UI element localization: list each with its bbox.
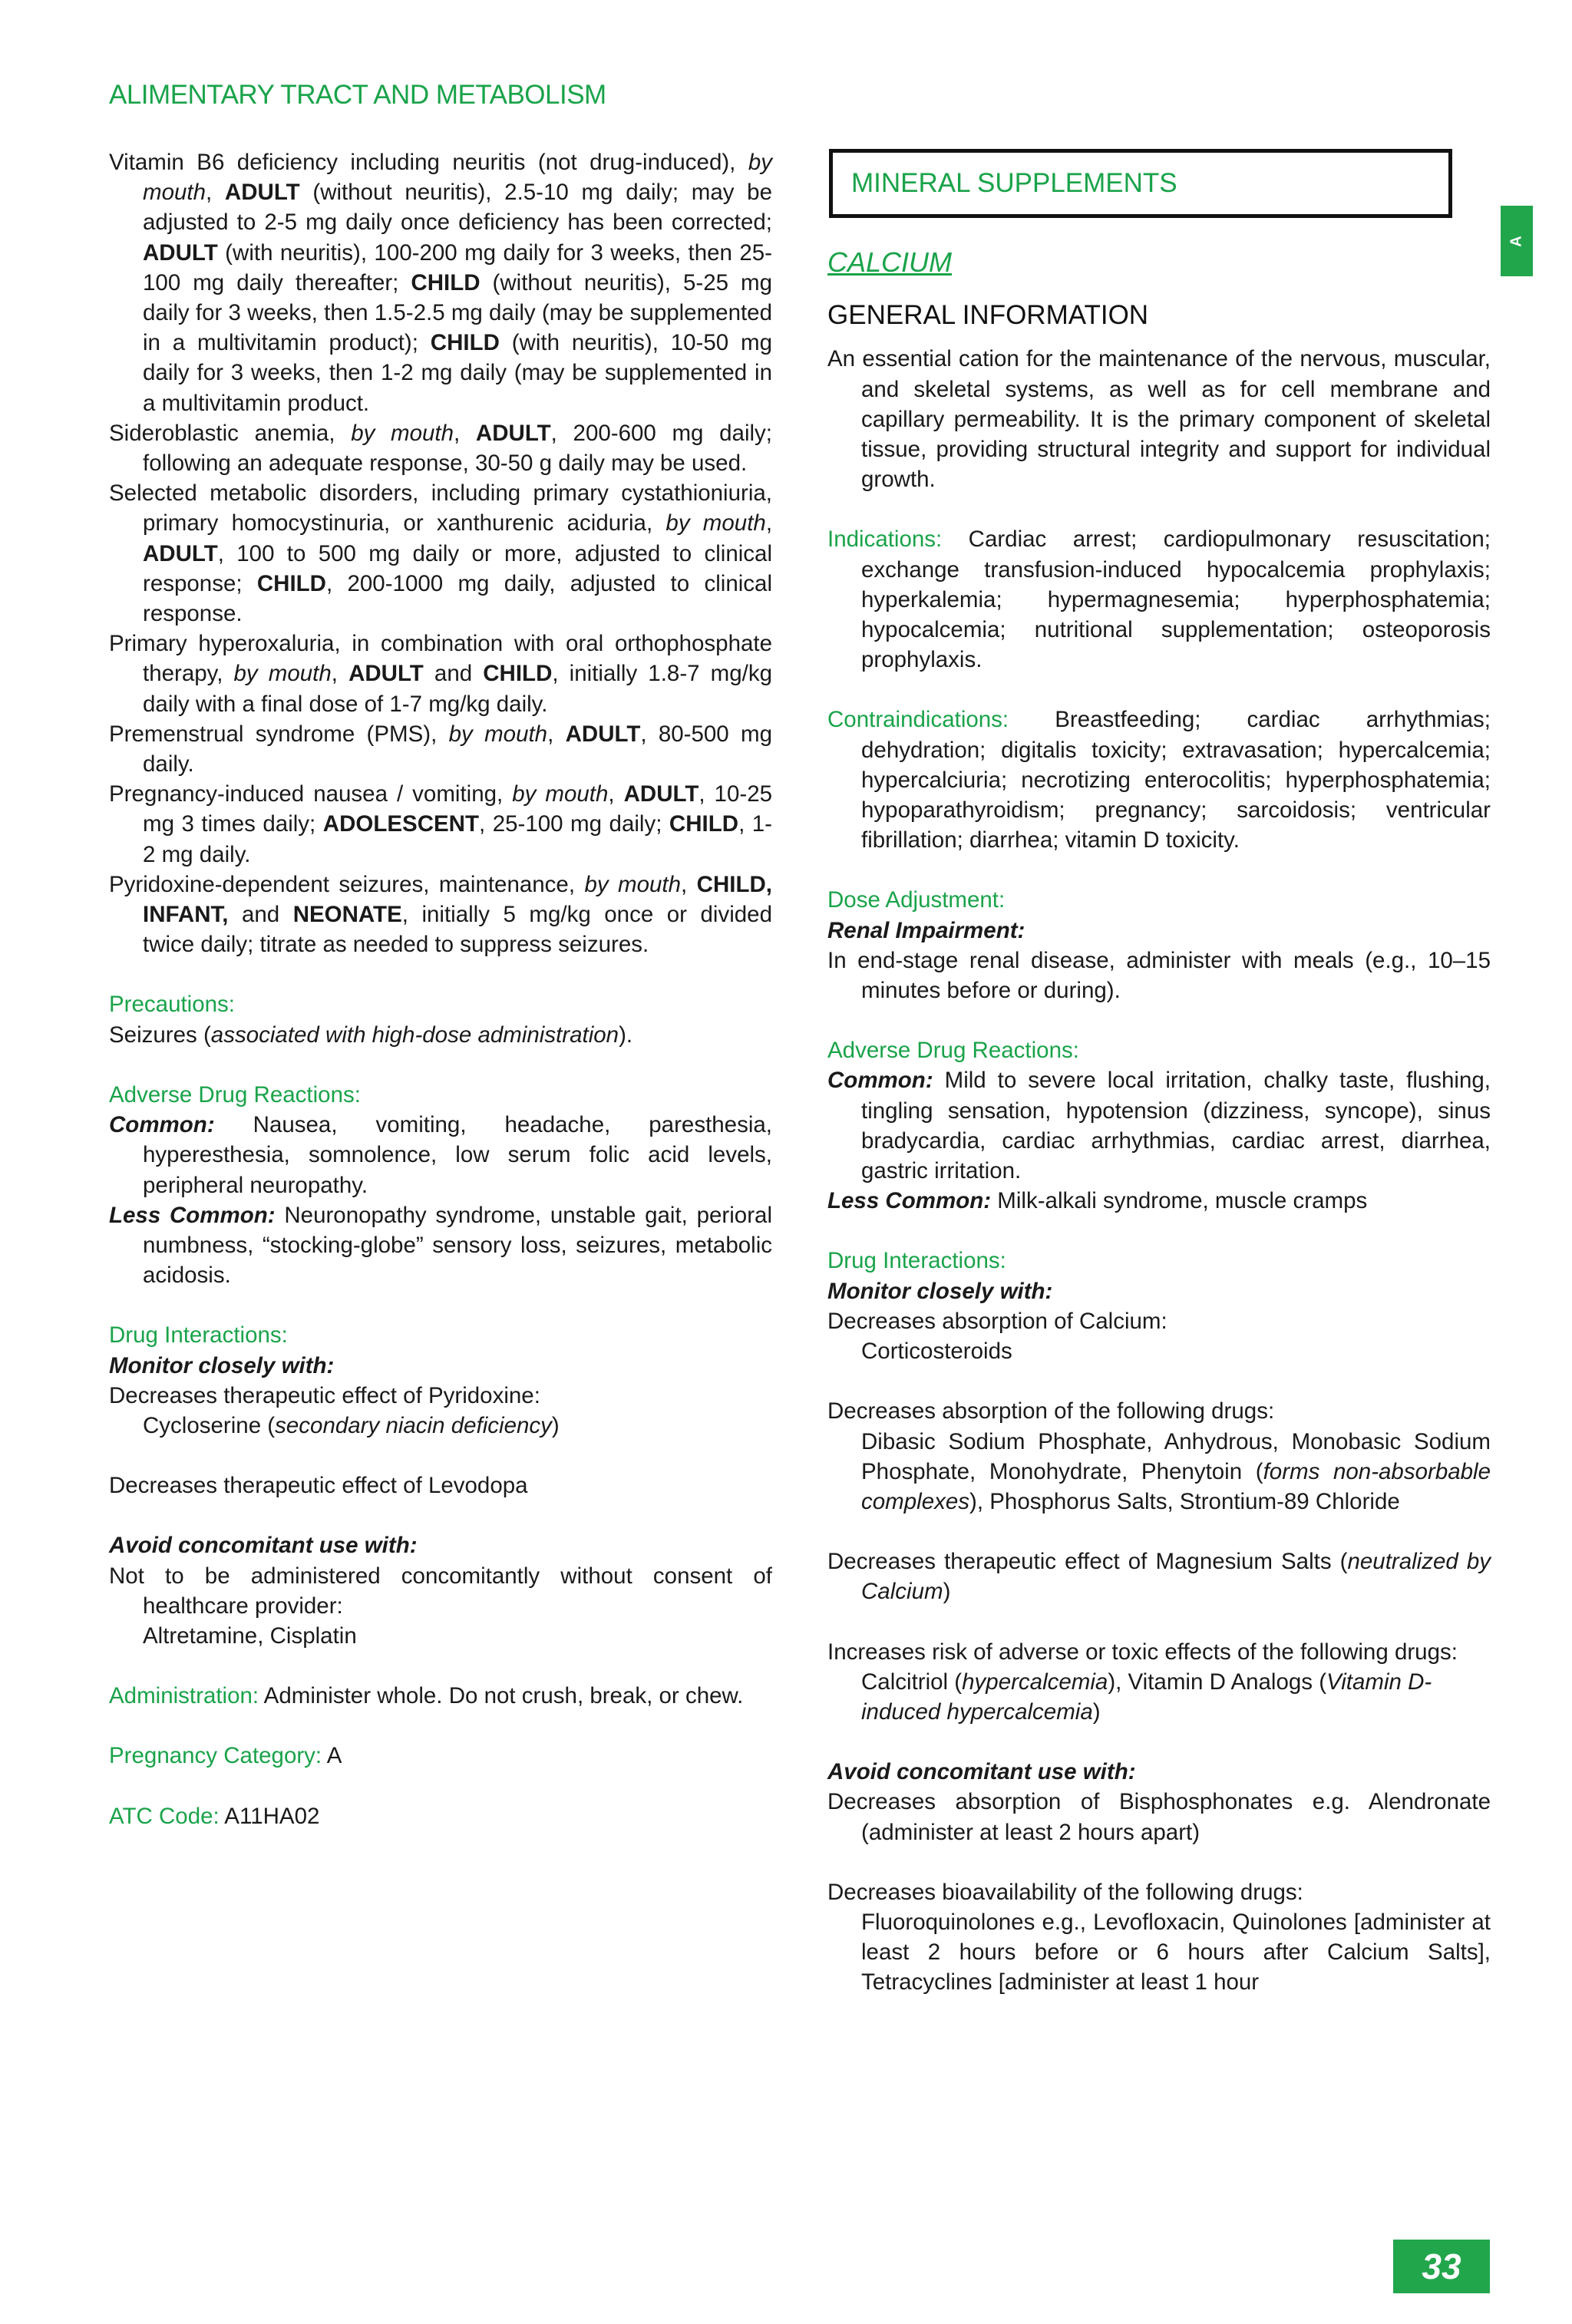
dosage-item	[109, 719, 772, 779]
dosage-item	[109, 418, 772, 478]
side-tab-letter: A	[1508, 235, 1525, 247]
text-run: (without neuritis), 5-25 mg daily for 3 weeks, then 1.5-2.5 mg daily (may be supplemented in a multivitamin product);	[143, 269, 773, 356]
administration-label: Administration:	[109, 1683, 259, 1709]
bold-run: ADULT	[224, 180, 300, 206]
dosage-item	[109, 779, 772, 870]
text-run: , 80-500 mg daily.	[143, 721, 772, 777]
text-run: Pyridoxine-dependent seizures, maintenance,	[109, 871, 585, 897]
adr-common	[109, 1110, 772, 1200]
bold-run: ADOLESCENT	[322, 811, 479, 837]
bold-run: ADULT	[565, 721, 641, 747]
adr-heading: Adverse Drug Reactions:	[109, 1081, 361, 1108]
italic-run: by mouth	[351, 420, 454, 446]
interaction-text	[827, 1547, 1491, 1606]
indications	[827, 524, 1491, 675]
text-run: )	[551, 1412, 560, 1438]
precautions-heading: Precautions:	[109, 992, 235, 1018]
text-run: Dibasic Sodium Phosphate, Anhydrous, Monobasic Sodium Phosphate, Monohydrate, Phenytoin (	[861, 1428, 1491, 1484]
text-run: , 1-2 mg daily.	[143, 811, 772, 867]
text-run: )	[1092, 1698, 1101, 1725]
bold-run: ADULT	[623, 781, 699, 807]
interaction-text: Decreases therapeutic effect of Pyridoxine:	[109, 1382, 540, 1408]
text-run: Decreases therapeutic effect of Magnesium Salts (	[827, 1549, 1348, 1575]
bold-run: CHILD, INFANT,	[143, 871, 772, 928]
adr-common-text: Mild to severe local irritation, chalky taste, flushing, tingling sensation, hypotension (dizziness, syncope), sinus bradycardia, cardiac arrhythmias, cardiac arrest, diarrhea, gastric irritation.	[861, 1068, 1491, 1184]
text-run: ,	[547, 721, 566, 747]
text-run: ,	[331, 661, 349, 687]
italic-run: secondary niacin deficiency	[275, 1412, 552, 1438]
monitor-heading: Monitor closely with:	[827, 1278, 1053, 1304]
text-run: and	[228, 902, 293, 928]
interaction-item	[827, 1667, 1491, 1727]
contraindications	[827, 705, 1491, 855]
adr-heading: Adverse Drug Reactions:	[827, 1038, 1079, 1064]
italic-run: by mouth	[665, 510, 766, 536]
text-run: Calcitriol (	[861, 1669, 963, 1695]
interaction-text: Decreases absorption of the following drugs:	[827, 1398, 1275, 1424]
dosage-item	[109, 629, 772, 719]
dosage-item	[109, 870, 772, 960]
contraindications-text: Breastfeeding; cardiac arrhythmias; dehydration; digitalis toxicity; extravasation; hypercalcemia; hypercalciuria; necrotizing enterocolitis; hyperphosphatemia; hypoparathyroidism; pregnancy; sarcoidosis; ventricular fibrillation; diarrhea; vitamin D toxicity.	[861, 707, 1491, 853]
text-run: (with neuritis), 10-50 mg daily for 3 weeks, then 1-2 mg daily (may be supplemented in a multivitamin product.	[143, 330, 772, 416]
adr-less-label: Less Common:	[827, 1188, 992, 1214]
adr-less-common	[109, 1200, 772, 1291]
bold-run: CHILD	[669, 811, 739, 837]
interaction-text: Decreases bioavailability of the following drugs:	[827, 1879, 1303, 1905]
adr-common-label: Common:	[109, 1112, 215, 1138]
page-number-badge	[1393, 2240, 1490, 2293]
text-run: (without neuritis), 2.5-10 mg daily; may be adjusted to 2-5 mg daily once deficiency has been corrected;	[143, 180, 772, 236]
text-run: ,	[454, 420, 476, 446]
side-tab	[1501, 206, 1533, 276]
text-run: , initially 1.8-7 mg/kg daily with a final dose of 1-7 mg/kg daily.	[143, 661, 772, 717]
text-run: ), Vitamin D Analogs (	[1108, 1669, 1327, 1695]
text-run: , 10-25 mg 3 times daily;	[143, 781, 773, 837]
bold-run: CHILD	[411, 269, 481, 295]
interaction-item: Corticosteroids	[861, 1339, 1012, 1365]
atc-value: A11HA02	[219, 1803, 320, 1829]
bold-run: ADULT	[143, 239, 218, 266]
italic-run: neutralized by Calcium	[861, 1549, 1491, 1605]
interaction-text: Decreases absorption of Calcium:	[827, 1308, 1167, 1334]
dose-adjustment-heading: Dose Adjustment:	[827, 887, 1006, 913]
dosage-item	[109, 478, 772, 629]
text-run: , 25-100 mg daily;	[479, 811, 669, 837]
text-run: , 200-600 mg daily; following an adequate response, 30-50 g daily may be used.	[143, 420, 772, 477]
bold-run: CHILD	[256, 570, 326, 596]
text-run: ,	[765, 510, 773, 536]
interaction-text: Increases risk of adverse or toxic effects of the following drugs:	[827, 1639, 1458, 1665]
text-run: Cycloserine (	[143, 1412, 276, 1438]
italic-run: by mouth	[584, 871, 682, 897]
text-run: ), Phosphorus Salts, Strontium-89 Chloride	[969, 1488, 1400, 1514]
text-run: , 200-1000 mg daily, adjusted to clinical response.	[143, 570, 772, 627]
text-run: )	[943, 1579, 951, 1605]
text-run: Seizures (	[109, 1022, 211, 1048]
text-run: (with neuritis), 100-200 mg daily for 3 weeks, then 25-100 mg daily thereafter;	[143, 239, 772, 295]
text-run: ).	[619, 1022, 633, 1048]
interactions-heading: Drug Interactions:	[109, 1322, 288, 1349]
italic-run: by mouth	[233, 661, 332, 687]
text-run: Premenstrual syndrome (PMS),	[109, 721, 449, 747]
adr-common	[827, 1065, 1491, 1186]
renal-heading: Renal Impairment:	[827, 917, 1025, 943]
bold-run: CHILD	[483, 661, 553, 687]
adr-common-text: Nausea, vomiting, headache, paresthesia, hyperesthesia, somnolence, low serum folic acid levels, peripheral neuropathy.	[143, 1112, 772, 1198]
text-run: and	[423, 661, 484, 687]
atc-code	[109, 1801, 772, 1831]
italic-run: forms non-absorbable complexes	[861, 1458, 1491, 1514]
text-run: Vitamin B6 deficiency including neuritis (not drug-induced),	[109, 150, 748, 175]
left-column	[109, 147, 772, 1831]
adr-less-text: Milk-alkali syndrome, muscle cramps	[991, 1188, 1368, 1214]
text-run: , 100 to 500 mg daily or more, adjusted to clinical response;	[143, 540, 772, 596]
adr-less-label: Less Common:	[109, 1202, 276, 1228]
indications-text: Cardiac arrest; cardiopulmonary resuscitation; exchange transfusion-induced hypocalcemia prophylaxis; hyperkalemia; hypermagnesemia; hyperphosphatemia; hypocalcemia; nutritional supplementation; osteoporosis prophylaxis.	[861, 527, 1491, 673]
running-header: ALIMENTARY TRACT AND METABOLISM	[109, 80, 606, 110]
page-number: 33	[1422, 2246, 1461, 2286]
interaction-text: Not to be administered concomitantly without consent of healthcare provider:	[109, 1563, 772, 1619]
pregnancy-category	[109, 1741, 772, 1771]
interaction-item: Fluoroquinolones e.g., Levofloxacin, Quinolones [administer at least 2 hours before or 6 hours after Calcium Salts], Tetracyclines [administer at least 1 hour	[861, 1909, 1491, 1996]
right-column	[827, 147, 1491, 1998]
drug-title: CALCIUM	[827, 246, 953, 278]
adr-less-common	[827, 1186, 1491, 1216]
text-run: Selected metabolic disorders, including primary cystathioniuria, primary homocystinuria, or xanthurenic aciduria,	[109, 480, 772, 536]
italic-run: Vitamin D-induced hypercalcemia	[861, 1669, 1432, 1725]
italic-run: by mouth	[512, 781, 609, 807]
text-run: ,	[681, 871, 697, 897]
italic-run: hypercalcemia	[962, 1669, 1108, 1695]
text-run: ,	[206, 180, 225, 206]
monitor-heading: Monitor closely with:	[109, 1352, 335, 1378]
contraindications-label: Contraindications:	[827, 707, 1009, 733]
general-info-text: An essential cation for the maintenance of the nervous, muscular, and skeletal systems, as well as for cell membrane and capillary permeability. It is the primary component of skeletal tissue, providing structural integrity and support for individual growth.	[827, 346, 1491, 493]
adr-common-label: Common:	[827, 1068, 933, 1094]
interaction-item	[109, 1411, 772, 1441]
indications-label: Indications:	[827, 527, 943, 553]
text-run: Pregnancy-induced nausea / vomiting,	[109, 781, 513, 807]
bold-run: ADULT	[143, 540, 218, 566]
pregnancy-label: Pregnancy Category:	[109, 1743, 322, 1769]
adr-less-text: Neuronopathy syndrome, unstable gait, perioral numbness, “stocking-globe” sensory loss, seizures, metabolic acidosis.	[143, 1202, 772, 1289]
renal-text: In end-stage renal disease, administer with meals (e.g., 10–15 minutes before or during).	[827, 947, 1491, 1004]
bold-run: ADULT	[348, 661, 424, 687]
text-run: , initially 5 mg/kg once or divided twice daily; titrate as needed to suppress seizures.	[143, 902, 772, 958]
italic-run: associated with high-dose administration	[210, 1022, 619, 1048]
interaction-text: Decreases absorption of Bisphosphonates e.g. Alendronate (administer at least 2 hours apart)	[827, 1789, 1491, 1845]
text-run: ,	[608, 781, 624, 807]
interaction-item	[827, 1427, 1491, 1517]
precautions-text	[109, 1020, 772, 1050]
dosage-item	[109, 147, 772, 418]
section-box	[829, 149, 1452, 218]
section-box-title: MINERAL SUPPLEMENTS	[851, 168, 1177, 199]
italic-run: by mouth	[143, 150, 772, 206]
administration	[109, 1681, 772, 1711]
text-run: Sideroblastic anemia,	[109, 420, 352, 446]
avoid-heading: Avoid concomitant use with:	[109, 1533, 418, 1559]
bold-run: CHILD	[430, 330, 500, 356]
bold-run: NEONATE	[292, 902, 402, 928]
bold-run: ADULT	[475, 420, 551, 446]
pregnancy-value: A	[322, 1743, 342, 1769]
italic-run: by mouth	[448, 721, 548, 747]
interactions-heading: Drug Interactions:	[827, 1248, 1006, 1274]
dosage-list	[109, 147, 772, 959]
interaction-text: Decreases therapeutic effect of Levodopa	[109, 1473, 528, 1499]
text-run: Primary hyperoxaluria, in combination with oral orthophosphate therapy,	[109, 631, 772, 687]
administration-text: Administer whole. Do not crush, break, or chew.	[259, 1683, 744, 1709]
general-info-heading: GENERAL INFORMATION	[827, 300, 1149, 331]
interaction-item: Altretamine, Cisplatin	[143, 1623, 357, 1649]
avoid-heading: Avoid concomitant use with:	[827, 1759, 1136, 1785]
atc-label: ATC Code:	[109, 1803, 220, 1829]
